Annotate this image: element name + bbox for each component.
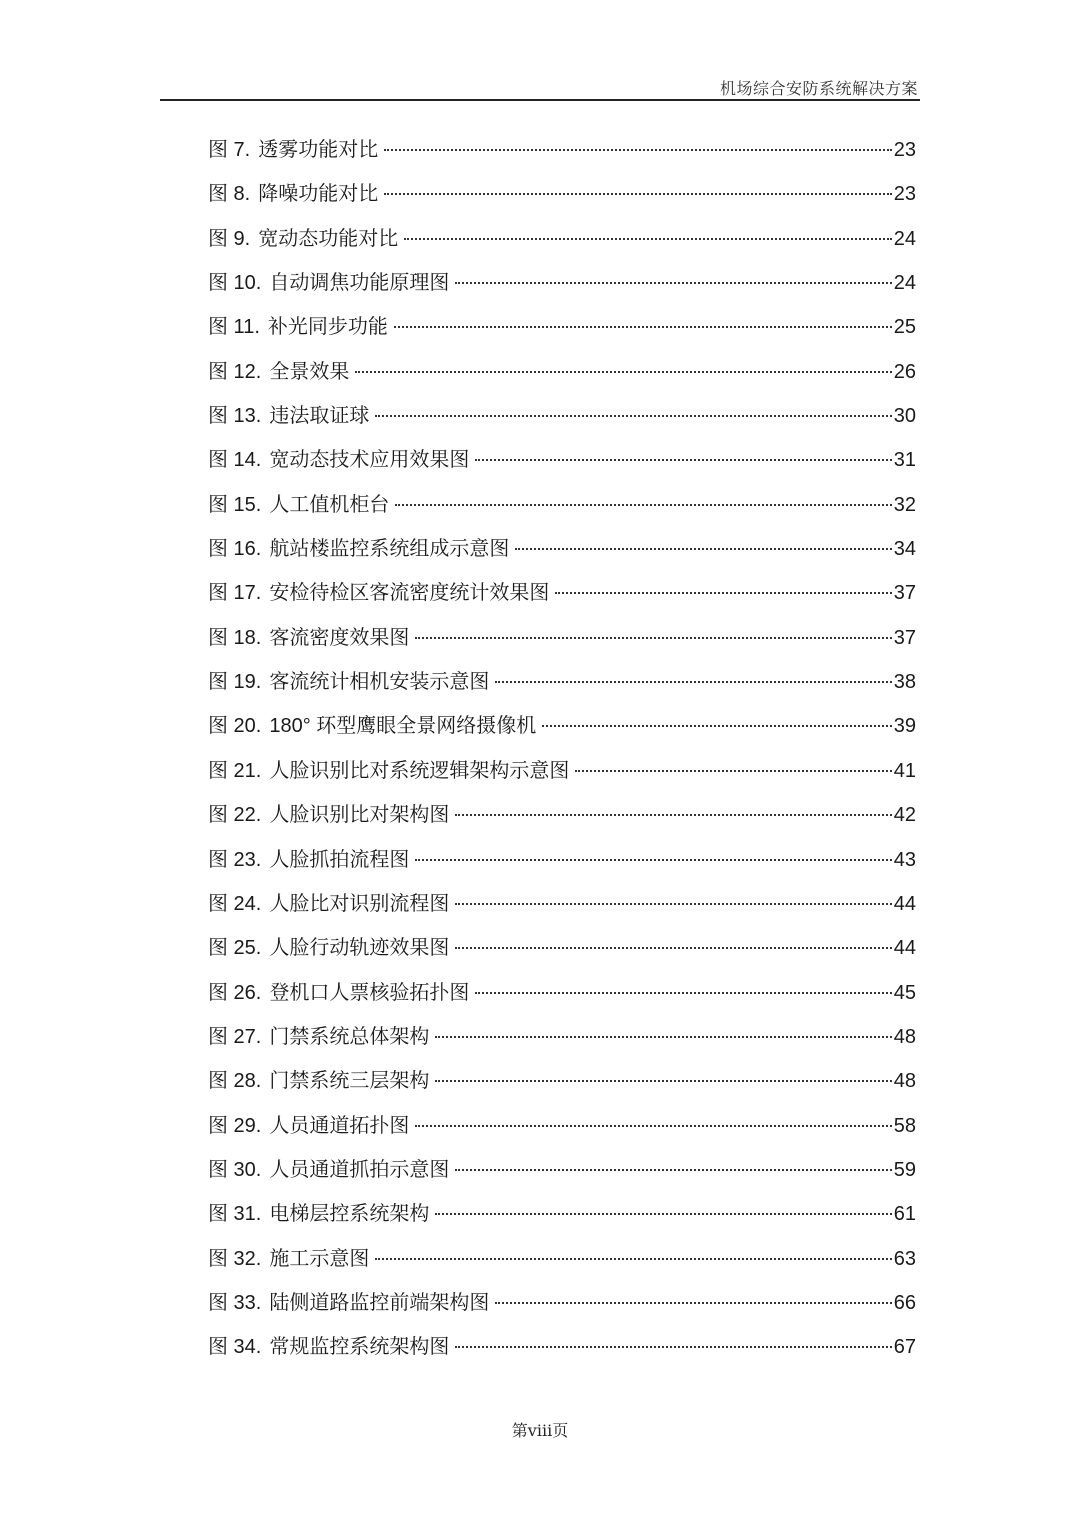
toc-entry[interactable] (208, 1153, 916, 1197)
toc-entry[interactable] (208, 1109, 916, 1153)
toc-entry[interactable] (208, 1064, 916, 1108)
figure-number: 图 34. (208, 1336, 262, 1359)
dot-leader (415, 1125, 891, 1127)
toc-entry-label (208, 133, 384, 162)
dot-leader (455, 903, 891, 905)
toc-entry[interactable] (208, 266, 916, 310)
figure-number: 图 15. (208, 493, 262, 516)
toc-entry-label (208, 709, 542, 738)
figure-number: 图 9. (208, 227, 251, 250)
dot-leader (384, 149, 892, 151)
page-number: 第viii页 (511, 1421, 569, 1440)
toc-page-number: 26 (893, 360, 916, 383)
toc-entry[interactable] (208, 488, 916, 532)
toc-entry-label (208, 1020, 435, 1049)
dot-leader (435, 1213, 891, 1215)
toc-entry-label (208, 1109, 415, 1138)
figure-number: 图 13. (208, 405, 262, 428)
toc-page-number: 48 (893, 1070, 916, 1093)
toc-page-number: 39 (893, 715, 916, 738)
figure-number: 图 31. (208, 1203, 262, 1226)
figure-number: 图 14. (208, 449, 262, 472)
figure-number: 图 10. (208, 272, 262, 295)
toc-page-number: 61 (893, 1203, 916, 1226)
figure-title: 全景效果 (269, 360, 350, 383)
dot-leader (455, 947, 891, 949)
figure-number: 图 18. (208, 626, 262, 649)
toc-entry-label (208, 355, 355, 384)
toc-entry-label (208, 798, 455, 827)
dot-leader (394, 326, 892, 328)
figure-number: 图 16. (208, 538, 262, 561)
toc-entry-label (208, 576, 555, 605)
toc-page-number: 37 (893, 582, 916, 605)
toc-page-number: 63 (893, 1247, 916, 1270)
toc-entry-label (208, 621, 415, 650)
dot-leader (375, 1258, 891, 1260)
toc-entry-label (208, 1064, 435, 1093)
toc-page-number: 24 (893, 272, 916, 295)
toc-entry[interactable] (208, 887, 916, 931)
toc-entry[interactable] (208, 665, 916, 709)
figure-title: 透雾功能对比 (258, 139, 379, 161)
toc-page-number: 43 (893, 848, 916, 871)
toc-page-number: 23 (893, 139, 916, 161)
dot-leader (475, 992, 891, 994)
toc-page-number: 24 (893, 227, 916, 250)
figure-title: 降噪功能对比 (258, 183, 379, 206)
figure-number: 图 32. (208, 1247, 262, 1270)
figure-number: 图 11. (208, 316, 260, 339)
toc-entry-label (208, 887, 455, 916)
header-divider (160, 99, 920, 101)
figure-number: 图 30. (208, 1158, 262, 1181)
figure-number: 图 21. (208, 759, 262, 782)
dot-leader (404, 238, 892, 240)
toc-entry[interactable] (208, 310, 916, 354)
toc-page-number: 38 (893, 671, 916, 694)
toc-entry-label (208, 222, 404, 251)
toc-entry-label (208, 399, 375, 428)
toc-entry[interactable] (208, 1286, 916, 1330)
figure-title: 客流密度效果图 (269, 626, 410, 649)
figure-number: 图 27. (208, 1025, 262, 1048)
figure-title: 补光同步功能 (267, 316, 388, 339)
document-header-title: 机场综合安防系统解决方案 (719, 79, 918, 98)
toc-entry-label (208, 310, 394, 339)
toc-entry-label (208, 665, 495, 694)
figure-title: 自动调焦功能原理图 (269, 272, 450, 295)
figure-title: 常规监控系统架构图 (269, 1336, 450, 1359)
dot-leader (495, 1302, 891, 1304)
dot-leader (415, 859, 891, 861)
figure-number: 图 22. (208, 804, 262, 827)
toc-entry[interactable] (208, 532, 916, 576)
toc-page-number: 58 (893, 1114, 916, 1137)
toc-entry[interactable] (208, 709, 916, 753)
figure-title: 登机口人票核验拓扑图 (269, 981, 470, 1004)
toc-entry[interactable] (208, 621, 916, 665)
figure-title: 施工示意图 (269, 1247, 370, 1270)
dot-leader (435, 1036, 891, 1038)
toc-page-number: 67 (893, 1336, 916, 1359)
toc-entry[interactable] (208, 443, 916, 487)
figure-title: 违法取证球 (269, 405, 370, 428)
toc-page-number: 44 (893, 937, 916, 960)
toc-entry[interactable] (208, 576, 916, 620)
dot-leader (575, 770, 891, 772)
toc-page-number: 32 (893, 493, 916, 516)
dot-leader (375, 415, 891, 417)
dot-leader (384, 193, 892, 195)
toc-entry-label (208, 931, 455, 960)
figure-title: 电梯层控系统架构 (269, 1203, 430, 1226)
toc-entry-label (208, 1153, 455, 1182)
toc-page-number: 59 (893, 1158, 916, 1181)
dot-leader (542, 725, 891, 727)
toc-entry-label (208, 1242, 375, 1271)
dot-leader (435, 1080, 891, 1082)
toc-page-number: 25 (893, 316, 916, 339)
dot-leader (555, 592, 891, 594)
figure-table-of-contents (208, 133, 916, 1375)
toc-page-number: 30 (893, 405, 916, 428)
toc-entry[interactable] (208, 222, 916, 266)
figure-title: 陆侧道路监控前端架构图 (269, 1291, 490, 1314)
toc-page-number: 42 (893, 804, 916, 827)
dot-leader (415, 637, 891, 639)
figure-number: 图 8. (208, 183, 251, 206)
toc-entry[interactable] (208, 1330, 916, 1374)
toc-entry[interactable] (208, 931, 916, 975)
toc-entry[interactable] (208, 1020, 916, 1064)
toc-entry[interactable] (208, 177, 916, 221)
figure-number: 图 24. (208, 892, 262, 915)
figure-title: 门禁系统三层架构 (269, 1070, 430, 1093)
figure-title: 人员通道拓扑图 (269, 1114, 410, 1137)
toc-entry[interactable] (208, 399, 916, 443)
toc-entry-label (208, 1330, 455, 1359)
toc-page-number: 23 (893, 183, 916, 206)
toc-entry-label (208, 532, 515, 561)
toc-entry-label (208, 266, 455, 295)
toc-entry-label (208, 1197, 435, 1226)
figure-title: 人脸识别比对系统逻辑架构示意图 (269, 759, 570, 782)
toc-entry[interactable] (208, 843, 916, 887)
figure-title: 人脸行动轨迹效果图 (269, 937, 450, 960)
figure-title: 客流统计相机安装示意图 (269, 671, 490, 694)
figure-title: 宽动态技术应用效果图 (269, 449, 470, 472)
dot-leader (455, 282, 891, 284)
toc-entry-label (208, 177, 384, 206)
figure-number: 图 19. (208, 671, 262, 694)
toc-page-number: 44 (893, 892, 916, 915)
toc-entry-label (208, 976, 475, 1005)
dot-leader (455, 814, 891, 816)
toc-entry[interactable] (208, 355, 916, 399)
toc-page-number: 31 (893, 449, 916, 472)
dot-leader (455, 1346, 891, 1348)
toc-page-number: 41 (893, 759, 916, 782)
dot-leader (515, 548, 891, 550)
figure-title: 航站楼监控系统组成示意图 (269, 538, 510, 561)
toc-entry[interactable] (208, 798, 916, 842)
figure-title: 人脸识别比对架构图 (269, 804, 450, 827)
toc-page-number: 45 (893, 981, 916, 1004)
toc-entry-label (208, 443, 475, 472)
figure-number: 图 26. (208, 981, 262, 1004)
figure-title: 门禁系统总体架构 (269, 1025, 430, 1048)
figure-number: 图 25. (208, 937, 262, 960)
toc-entry[interactable] (208, 754, 916, 798)
toc-page-number: 34 (893, 538, 916, 561)
figure-number: 图 29. (208, 1114, 262, 1137)
figure-title: 宽动态功能对比 (258, 227, 399, 250)
toc-page-number: 48 (893, 1025, 916, 1048)
figure-number: 图 17. (208, 582, 262, 605)
dot-leader (455, 1169, 891, 1171)
figure-number: 图 28. (208, 1070, 262, 1093)
dot-leader (495, 681, 891, 683)
toc-entry-label (208, 1286, 495, 1315)
figure-number: 图 7. (208, 139, 251, 161)
toc-entry[interactable] (208, 133, 916, 177)
figure-title: 180° 环型鹰眼全景网络摄像机 (269, 715, 537, 738)
figure-title: 安检待检区客流密度统计效果图 (269, 582, 550, 605)
figure-number: 图 33. (208, 1291, 262, 1314)
figure-title: 人员通道抓拍示意图 (269, 1158, 450, 1181)
dot-leader (475, 459, 891, 461)
toc-entry[interactable] (208, 976, 916, 1020)
toc-entry[interactable] (208, 1197, 916, 1241)
figure-number: 图 20. (208, 715, 262, 738)
toc-page-number: 37 (893, 626, 916, 649)
toc-page-number: 66 (893, 1291, 916, 1314)
figure-number: 图 12. (208, 360, 262, 383)
toc-entry[interactable] (208, 1242, 916, 1286)
figure-title: 人脸抓拍流程图 (269, 848, 410, 871)
toc-entry-label (208, 843, 415, 872)
dot-leader (395, 504, 891, 506)
toc-entry-label (208, 488, 395, 517)
figure-title: 人脸比对识别流程图 (269, 892, 450, 915)
toc-entry-label (208, 754, 575, 783)
figure-title: 人工值机柜台 (269, 493, 390, 516)
dot-leader (355, 371, 891, 373)
figure-number: 图 23. (208, 848, 262, 871)
